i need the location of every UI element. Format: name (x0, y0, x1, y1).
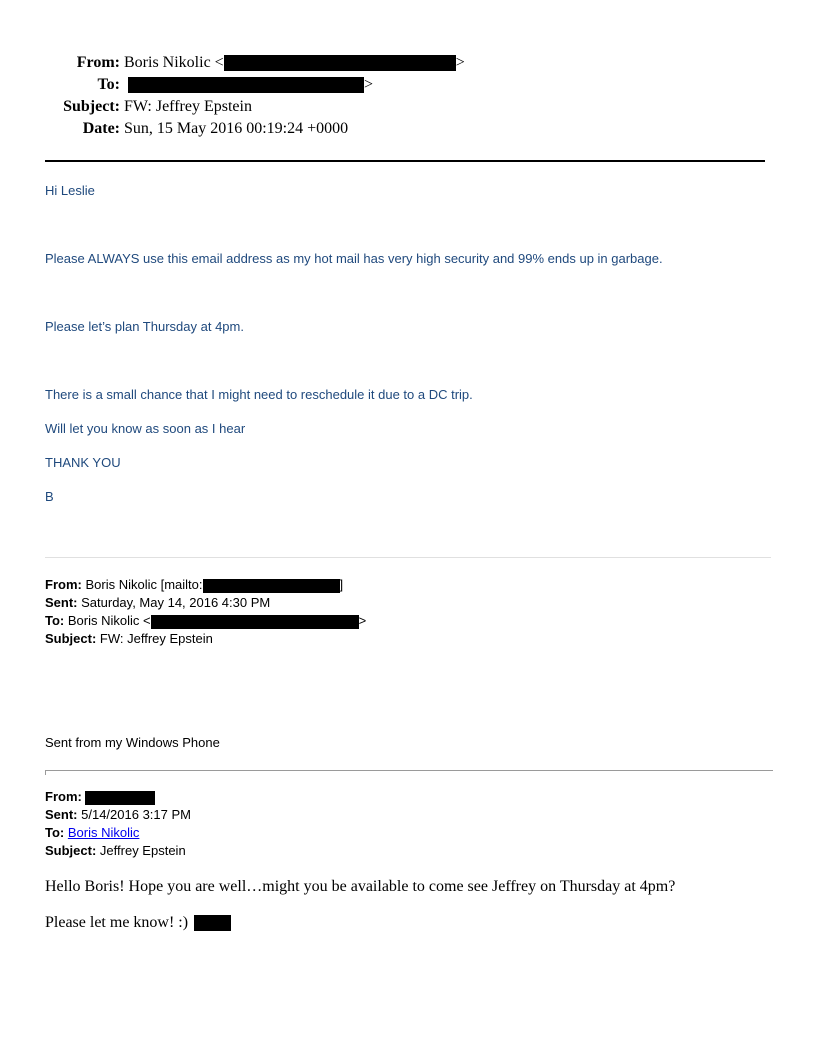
forward1-from-row (45, 576, 343, 594)
forward1-to-label: To: (45, 613, 65, 628)
redaction-block (151, 615, 359, 629)
forward1-to-row (45, 612, 366, 630)
forward2-subject-label: Subject: (45, 843, 97, 858)
forward1-subject-row (45, 630, 213, 648)
forward1-sent-value: Saturday, May 14, 2016 4:30 PM (81, 595, 271, 610)
forward2-to-link[interactable]: Boris Nikolic (67, 825, 140, 840)
header-from-close: > (455, 54, 465, 71)
forward2-from-label: From: (45, 789, 82, 804)
forward2-divider (45, 770, 773, 771)
reply-greeting: Hi Leslie (45, 183, 95, 198)
forward1-from-value: Boris Nikolic [mailto: (85, 577, 203, 592)
forward1-to-close: > (358, 613, 367, 628)
header-from-label: From: (76, 54, 120, 71)
header-date-label: Date: (82, 120, 120, 137)
redaction-block (194, 915, 231, 931)
forward2-sent-label: Sent: (45, 807, 78, 822)
reply-line-3: There is a small chance that I might need to reschedule it due to a DC trip. (45, 387, 473, 402)
forward2-subject-value: Jeffrey Epstein (99, 843, 186, 858)
forward1-sent-label: Sent: (45, 595, 78, 610)
header-to-close: > (364, 76, 374, 93)
header-subject-label: Subject: (63, 98, 120, 115)
original-body-line-2 (45, 913, 231, 933)
redaction-block (128, 77, 364, 93)
reply-line-2: Please let’s plan Thursday at 4pm. (45, 319, 244, 334)
redaction-block (85, 791, 155, 805)
reply-line-1: Please ALWAYS use this email address as my hot mail has very high security and 99% ends up in garbage. (45, 251, 663, 266)
forward2-to-row (45, 824, 139, 842)
forward1-subject-label: Subject: (45, 631, 97, 646)
reply-line-5: THANK YOU (45, 455, 121, 470)
forward2-sent-row (45, 806, 191, 824)
header-from-row (40, 53, 465, 73)
header-to-row (40, 75, 373, 95)
reply-line-4: Will let you know as soon as I hear (45, 421, 246, 436)
original-body-line-2-text: Please let me know! :) (45, 914, 189, 931)
reply-signoff: B (45, 489, 54, 504)
forward1-from-label: From: (45, 577, 82, 592)
forward2-sent-value: 5/14/2016 3:17 PM (81, 807, 191, 822)
forward1-sent-row (45, 594, 270, 612)
forward1-subject-value: FW: Jeffrey Epstein (99, 631, 213, 646)
forward2-subject-row (45, 842, 186, 860)
forward2-divider-tick (45, 770, 46, 775)
header-from-name: Boris Nikolic < (124, 54, 224, 71)
forward1-from-close: ] (339, 577, 344, 592)
forward1-to-value: Boris Nikolic < (67, 613, 151, 628)
redaction-block (224, 55, 456, 71)
forward2-to-label: To: (45, 825, 65, 840)
forward2-from-row (45, 788, 155, 806)
header-divider (45, 160, 765, 162)
original-body-line-1: Hello Boris! Hope you are well…might you be available to come see Jeffrey on Thursday at 4pm? (45, 878, 676, 895)
header-subject-value: FW: Jeffrey Epstein (124, 98, 252, 115)
header-subject-row (40, 97, 252, 117)
phone-signature: Sent from my Windows Phone (45, 735, 220, 750)
forward-divider (45, 557, 771, 558)
header-date-value: Sun, 15 May 2016 00:19:24 +0000 (124, 120, 349, 137)
redaction-block (203, 579, 340, 593)
header-to-label: To: (97, 76, 120, 93)
header-date-row (40, 119, 348, 139)
